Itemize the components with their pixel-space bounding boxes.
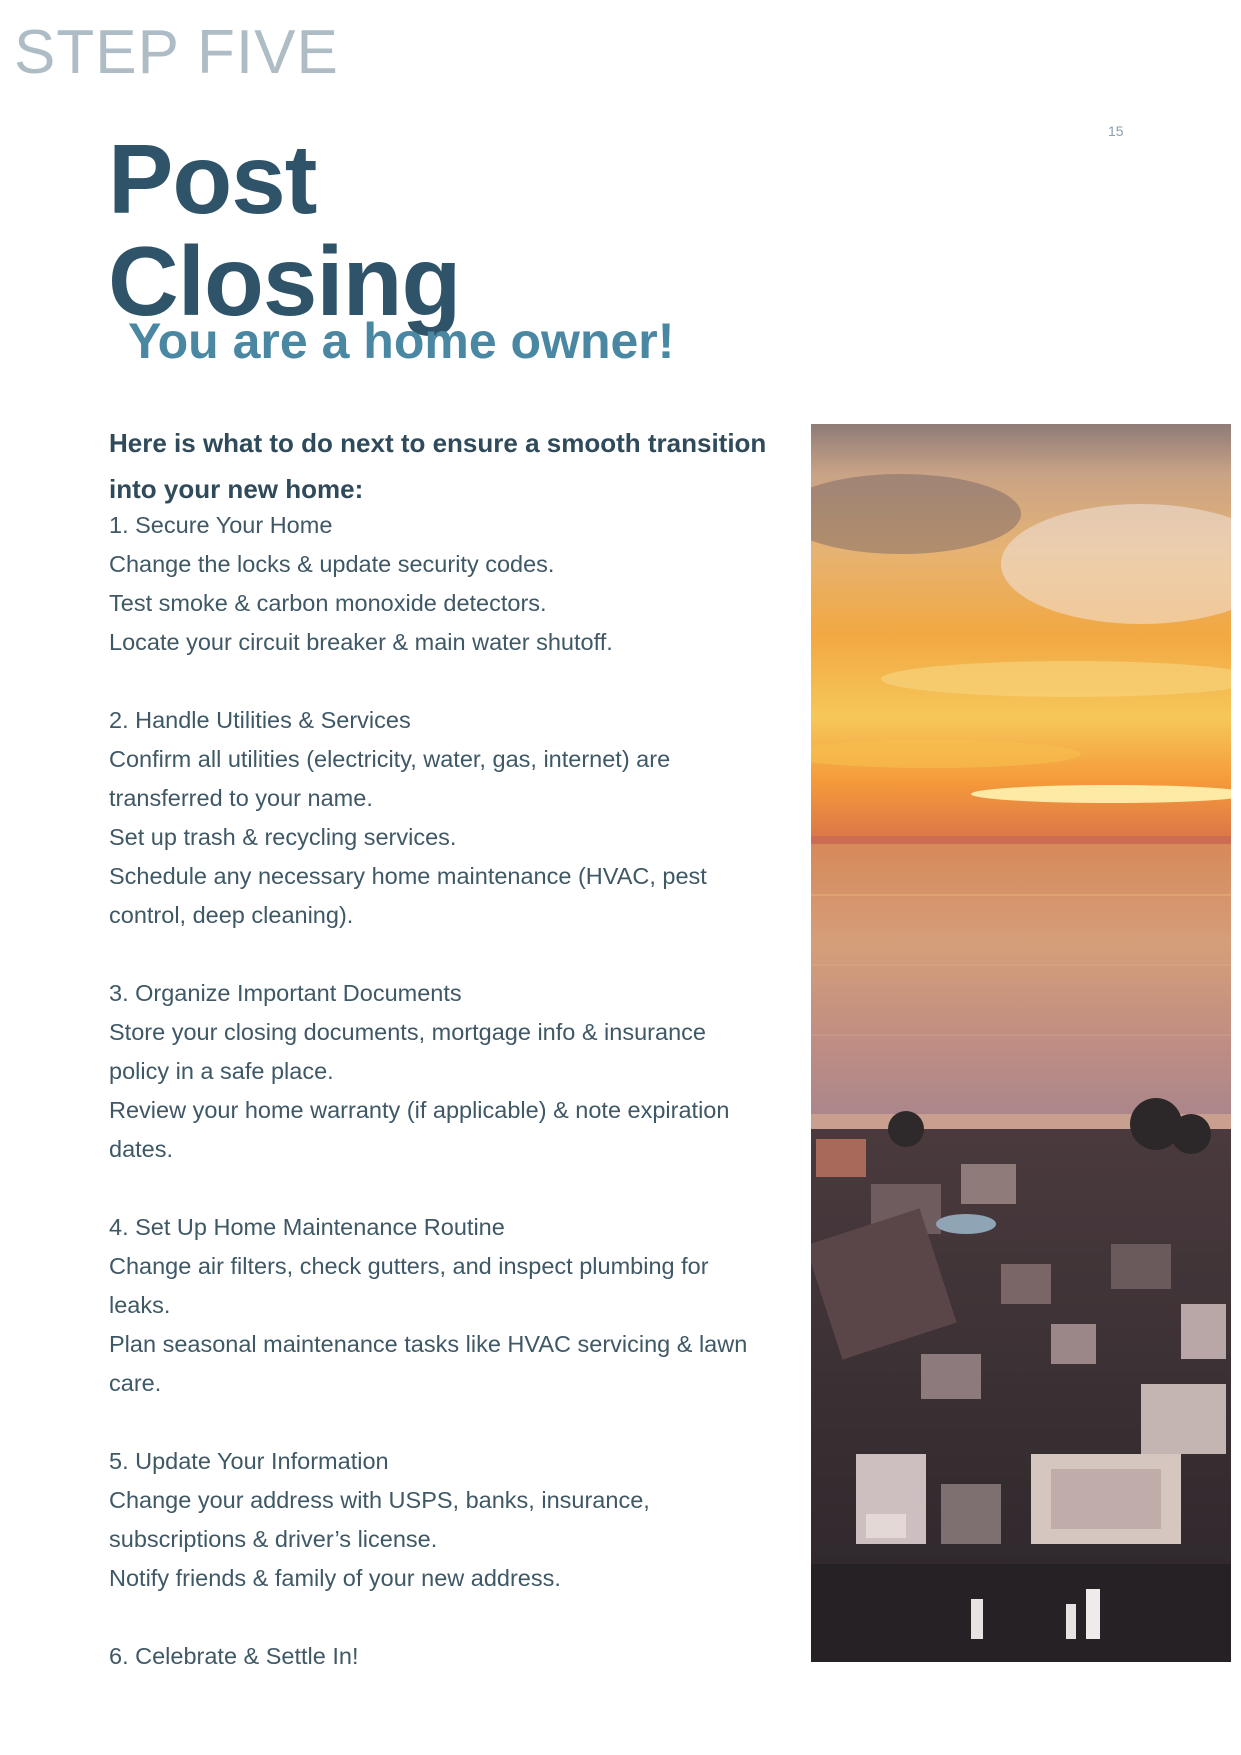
checklist-sections bbox=[109, 506, 769, 1676]
section-heading: 1. Secure Your Home bbox=[109, 512, 333, 538]
page-number: 15 bbox=[1108, 123, 1124, 139]
section-item: Plan seasonal maintenance tasks like HVAC servicing & lawn care. bbox=[109, 1331, 748, 1396]
photo-illustration bbox=[811, 424, 1231, 1662]
section-item: Notify friends & family of your new address. bbox=[109, 1565, 561, 1591]
intro-text: Here is what to do next to ensure a smooth transition into your new home: bbox=[109, 428, 767, 504]
checklist-section bbox=[109, 974, 769, 1169]
section-heading: 5. Update Your Information bbox=[109, 1448, 389, 1474]
section-item: Schedule any necessary home maintenance (HVAC, pest control, deep cleaning). bbox=[109, 863, 707, 928]
checklist-section bbox=[109, 506, 769, 662]
page-title bbox=[108, 124, 461, 336]
section-heading: 2. Handle Utilities & Services bbox=[109, 707, 411, 733]
section-item: Change your address with USPS, banks, insurance, subscriptions & driver’s license. bbox=[109, 1487, 650, 1552]
checklist-content bbox=[109, 420, 769, 1715]
sunset-beach-aerial-photo bbox=[811, 424, 1231, 1662]
checklist-section bbox=[109, 1442, 769, 1598]
page-subtitle: You are a home owner! bbox=[128, 313, 675, 369]
checklist-section bbox=[109, 1208, 769, 1403]
section-item: Review your home warranty (if applicable) & note expiration dates. bbox=[109, 1097, 730, 1162]
checklist-section bbox=[109, 701, 769, 935]
section-item: Store your closing documents, mortgage info & insurance policy in a safe place. bbox=[109, 1019, 706, 1084]
section-item: Set up trash & recycling services. bbox=[109, 824, 457, 850]
title-line-2: Closing bbox=[108, 226, 461, 336]
step-label: STEP FIVE bbox=[14, 18, 339, 87]
section-item: Confirm all utilities (electricity, water, gas, internet) are transferred to your name. bbox=[109, 746, 671, 811]
section-heading: 6. Celebrate & Settle In! bbox=[109, 1643, 359, 1669]
section-item: Change air filters, check gutters, and inspect plumbing for leaks. bbox=[109, 1253, 709, 1318]
section-heading: 3. Organize Important Documents bbox=[109, 980, 462, 1006]
section-item: Locate your circuit breaker & main water shutoff. bbox=[109, 629, 613, 655]
section-heading: 4. Set Up Home Maintenance Routine bbox=[109, 1214, 505, 1240]
section-item: Test smoke & carbon monoxide detectors. bbox=[109, 590, 547, 616]
checklist-section bbox=[109, 1637, 769, 1676]
section-item: Change the locks & update security codes. bbox=[109, 551, 555, 577]
title-line-1: Post bbox=[108, 124, 317, 234]
